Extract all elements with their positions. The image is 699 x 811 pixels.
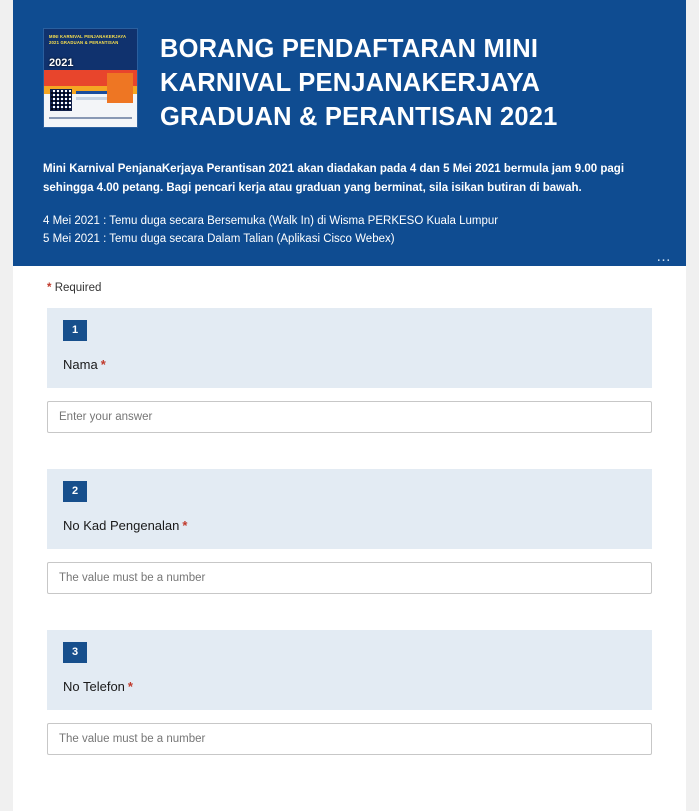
form-container (13, 0, 686, 811)
question-2-input[interactable] (47, 562, 652, 594)
qr-code-icon (50, 89, 72, 111)
required-label: Required (54, 282, 102, 294)
form-header-top (43, 28, 656, 134)
questions-list (13, 294, 686, 755)
page-gutter-left (0, 0, 13, 811)
question-1-label (63, 357, 636, 372)
event-poster-image (43, 28, 138, 128)
date-line-online: 5 Mei 2021 : Temu duga secara Dalam Talian (Aplikasi Cisco Webex) (43, 233, 395, 245)
date-line-walk-in: 4 Mei 2021 : Temu duga secara Bersemuka (Walk In) di Wisma PERKESO Kuala Lumpur (43, 215, 499, 227)
question-2-card (47, 469, 652, 549)
question-1-input[interactable] (47, 401, 652, 433)
question-1-number: 1 (63, 320, 87, 341)
question-3 (47, 630, 652, 755)
more-options-icon[interactable]: … (656, 248, 672, 265)
question-3-number: 3 (63, 642, 87, 663)
question-3-required-asterisk: * (127, 679, 133, 694)
poster-year: 2021 (49, 57, 74, 69)
page-title: BORANG PENDAFTARAN MINI KARNIVAL PENJANAKERJAYA GRADUAN & PERANTISAN 2021 (160, 35, 558, 131)
poster-caption: MINI KARNIVAL PENJANAKERJAYA 2021 GRADUAN & PERANTISAN (49, 34, 127, 45)
question-1-required-asterisk: * (100, 357, 106, 372)
question-3-input[interactable] (47, 723, 652, 755)
form-dates (43, 212, 656, 248)
form-description: Mini Karnival PenjanaKerjaya Perantisan 2021 akan diadakan pada 4 dan 5 Mei 2021 bermula jam 9.00 pagi sehingga 4.00 petang. Bagi pencari kerja atau graduan yang berminat, sila isikan butiran di bawah. (43, 163, 625, 194)
form-header (13, 0, 686, 266)
question-3-label-text: No Telefon (63, 679, 125, 694)
page-gutter-right (686, 0, 699, 811)
required-asterisk: * (47, 282, 52, 294)
question-3-label (63, 679, 636, 694)
question-2-required-asterisk: * (182, 518, 188, 533)
question-2-label-text: No Kad Pengenalan (63, 518, 180, 533)
question-3-card (47, 630, 652, 710)
question-2-number: 2 (63, 481, 87, 502)
question-1-card (47, 308, 652, 388)
question-2 (47, 469, 652, 594)
required-note (13, 266, 686, 294)
question-1-label-text: Nama (63, 357, 98, 372)
question-2-label (63, 518, 636, 533)
question-1 (47, 308, 652, 433)
